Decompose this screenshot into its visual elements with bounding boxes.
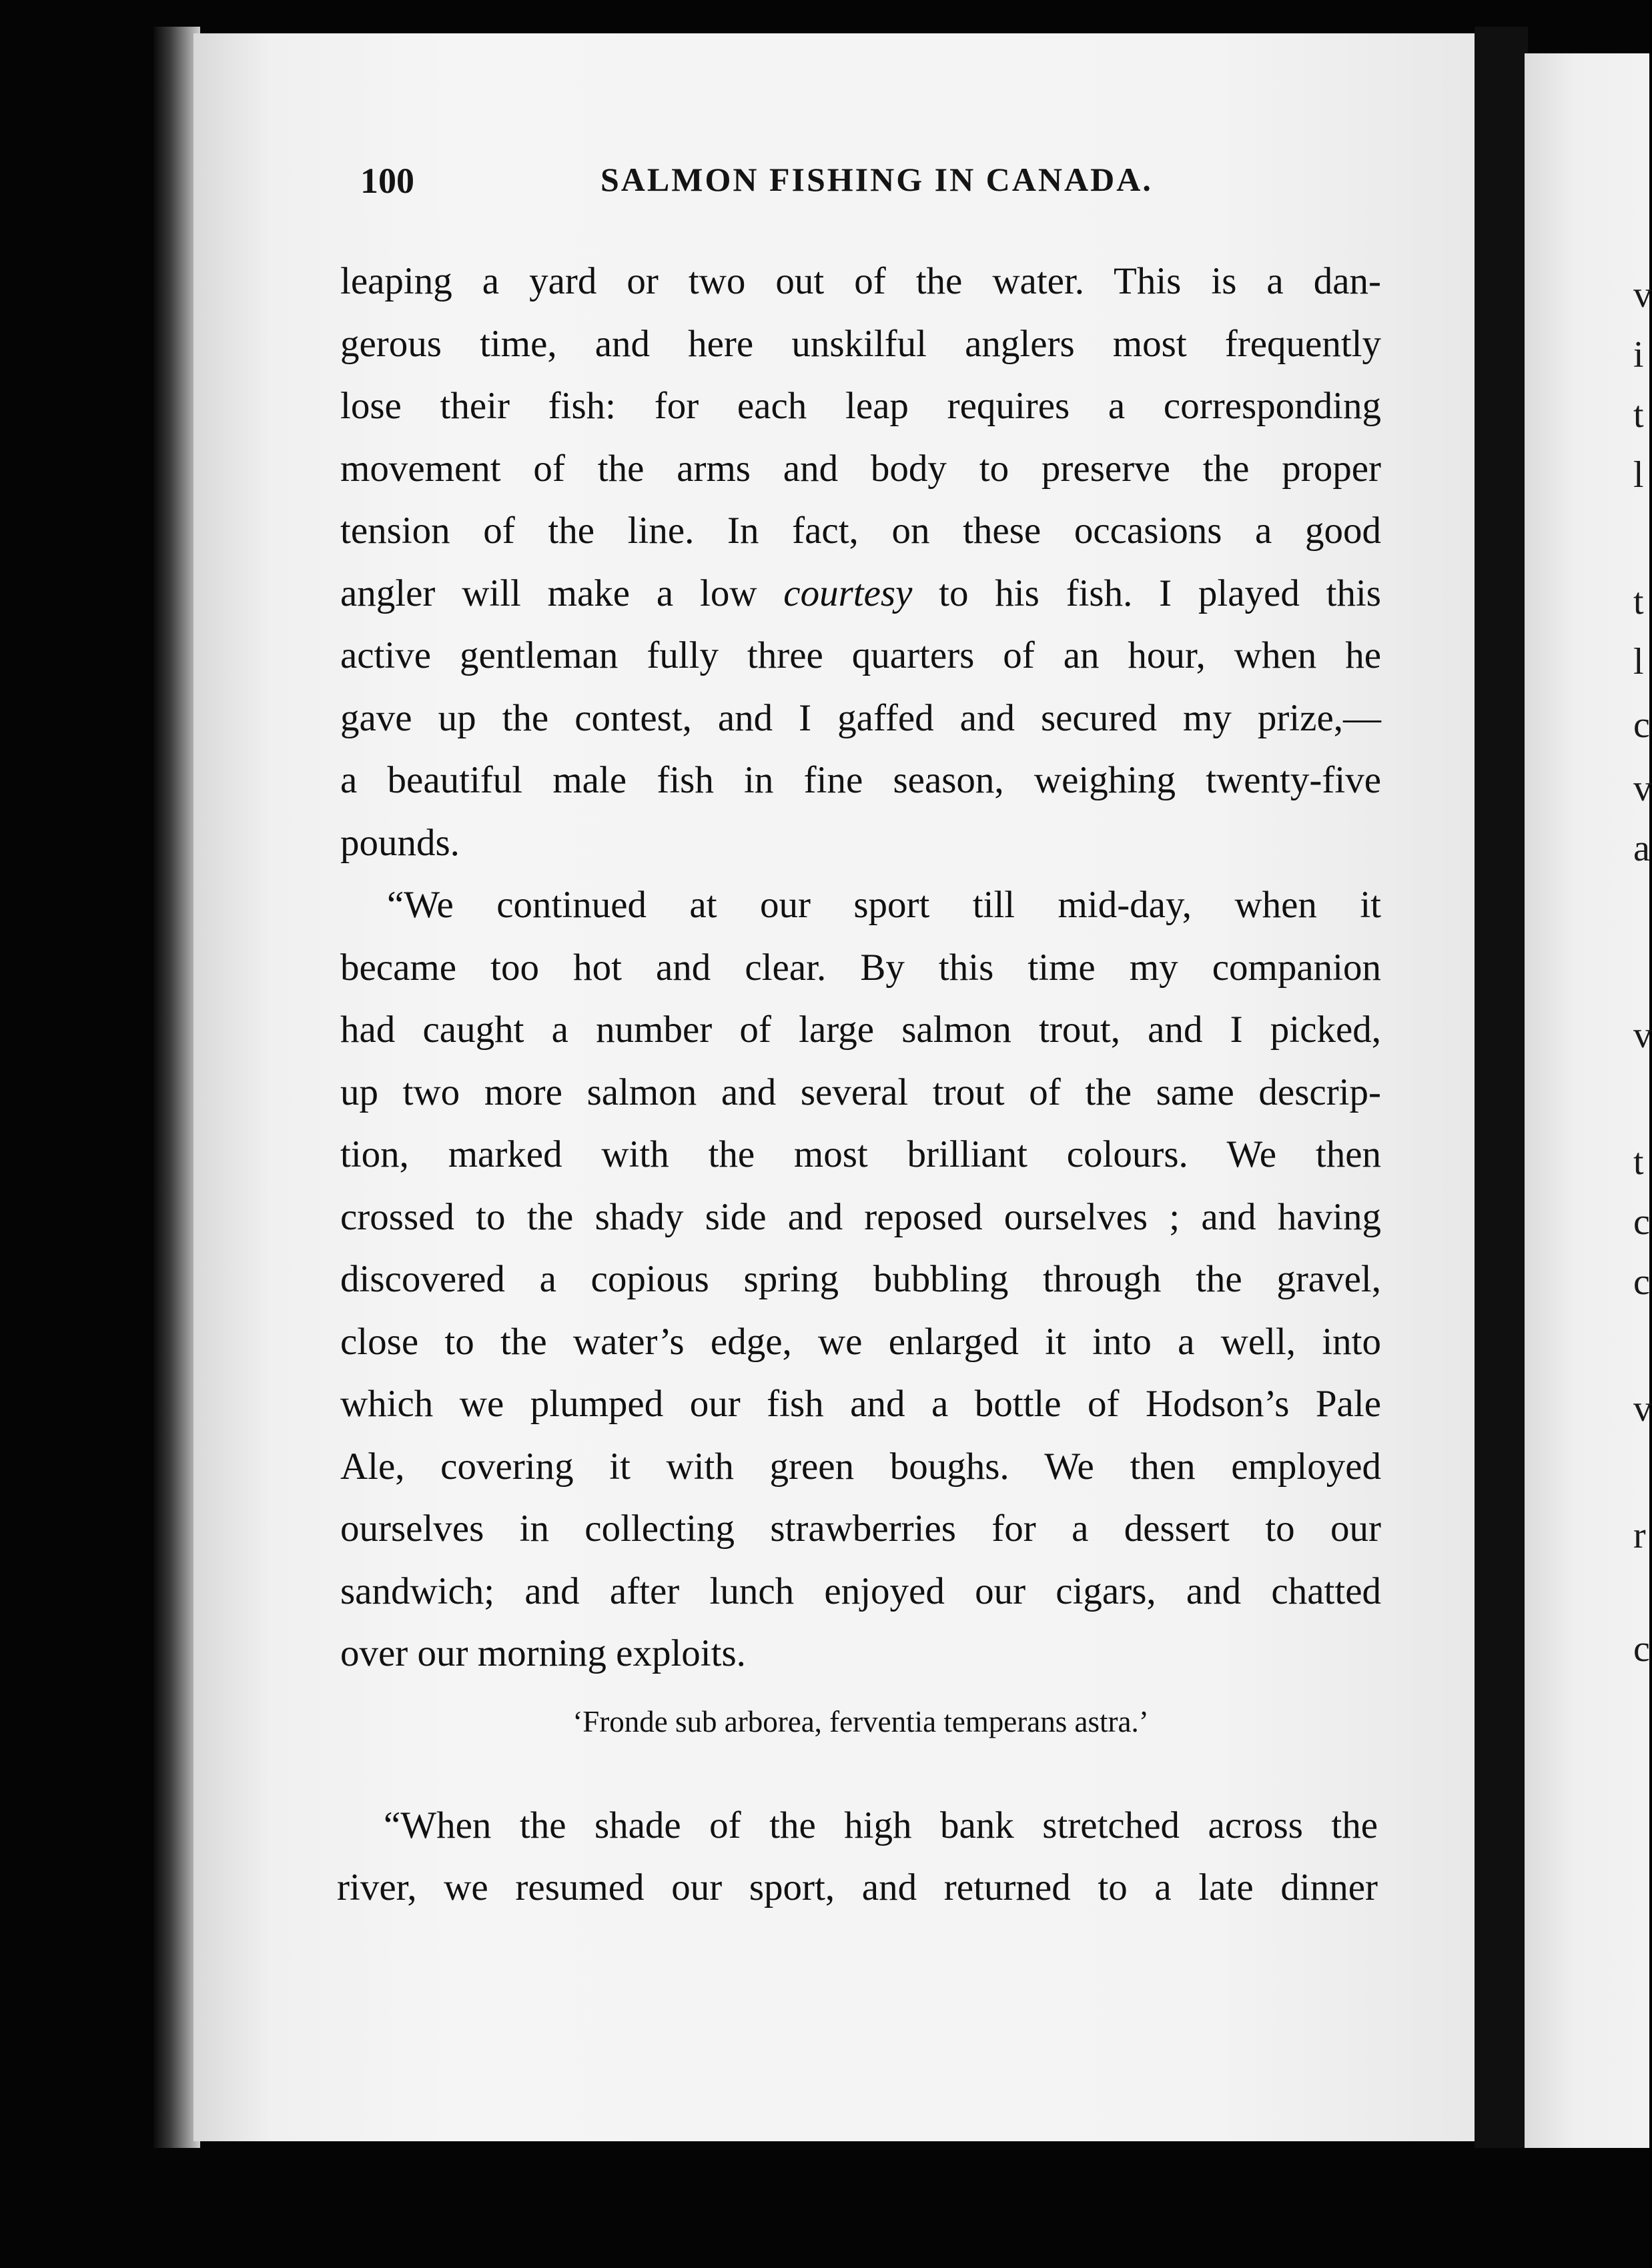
text-line: movement of the arms and body to preserve the proper bbox=[340, 447, 1381, 490]
text-line: crossed to the shady side and reposed ourselves ; and having bbox=[340, 1195, 1381, 1238]
text-line: river, we resumed our sport, and returned to a late dinner bbox=[337, 1866, 1378, 1908]
text-line: “We continued at our sport till mid-day, when it bbox=[387, 884, 1381, 926]
right-page-fragment: c bbox=[1633, 704, 1650, 746]
right-page-fragment: t bbox=[1633, 394, 1644, 436]
right-page-fragment: v bbox=[1633, 1388, 1652, 1430]
text-line: which we plumped our fish and a bottle of Hodson’s Pale bbox=[340, 1383, 1381, 1425]
text-line: pounds. bbox=[340, 821, 460, 864]
right-page-fragment: a bbox=[1633, 828, 1650, 869]
text-line: up two more salmon and several trout of the same descrip- bbox=[340, 1071, 1381, 1113]
right-page bbox=[1525, 53, 1649, 2148]
text-line: gave up the contest, and I gaffed and secured my prize,— bbox=[340, 696, 1381, 739]
text-line: Ale, covering it with green boughs. We then employed bbox=[340, 1445, 1381, 1488]
right-page-fragment: l bbox=[1633, 454, 1644, 496]
right-page-fragment: c bbox=[1633, 1628, 1650, 1670]
text-line: active gentleman fully three quarters of an hour, when he bbox=[340, 634, 1381, 676]
text-line: “When the shade of the high bank stretched across the bbox=[384, 1804, 1378, 1846]
text-line: sandwich; and after lunch enjoyed our cigars, and chatted bbox=[340, 1570, 1381, 1612]
right-page-fragment: t bbox=[1633, 581, 1644, 622]
page-gutter bbox=[1475, 27, 1528, 2148]
italic-word: courtesy bbox=[783, 572, 913, 614]
page-number: 100 bbox=[360, 161, 414, 201]
right-page-fragment: r bbox=[1633, 1515, 1646, 1556]
text-line: ourselves in collecting strawberries for a dessert to our bbox=[340, 1508, 1381, 1550]
right-page-fragment: v bbox=[1633, 1015, 1652, 1056]
text-segment: to his fish. I played this bbox=[912, 572, 1381, 614]
text-line: over our morning exploits. bbox=[340, 1632, 746, 1674]
text-line: leaping a yard or two out of the water. This is a dan- bbox=[340, 260, 1381, 302]
text-line: tension of the line. In fact, on these occasions a good bbox=[340, 510, 1381, 552]
text-segment: angler will make a low bbox=[340, 572, 784, 614]
latin-quotation: ‘Fronde sub arborea, ferventia temperans astra.’ bbox=[572, 1705, 1149, 1738]
running-title: SALMON FISHING IN CANADA. bbox=[600, 161, 1153, 198]
right-page-fragment: c bbox=[1633, 1261, 1650, 1303]
text-line: discovered a copious spring bubbling through the gravel, bbox=[340, 1258, 1381, 1300]
right-page-fragment: i bbox=[1633, 334, 1644, 376]
right-page-fragment: v bbox=[1633, 768, 1652, 809]
right-page-fragment: c bbox=[1633, 1201, 1650, 1243]
text-line bbox=[340, 562, 1381, 625]
right-page-fragment: v bbox=[1633, 274, 1652, 316]
text-line: a beautiful male fish in fine season, weighing twenty-five bbox=[340, 759, 1381, 801]
text-line: tion, marked with the most brilliant colours. We then bbox=[340, 1133, 1381, 1175]
right-page-fragment: l bbox=[1633, 641, 1644, 682]
body-text bbox=[340, 250, 1381, 1685]
running-head bbox=[360, 160, 1374, 207]
text-line: became too hot and clear. By this time my companion bbox=[340, 946, 1381, 989]
text-line: lose their fish: for each leap requires a corresponding bbox=[340, 385, 1381, 427]
body-text-continued bbox=[337, 1794, 1378, 1918]
text-line: had caught a number of large salmon trout, and I picked, bbox=[340, 1009, 1381, 1051]
right-page-fragment: t bbox=[1633, 1141, 1644, 1183]
text-line: gerous time, and here unskilful anglers most frequently bbox=[340, 322, 1381, 365]
text-line: close to the water’s edge, we enlarged it into a well, into bbox=[340, 1320, 1381, 1363]
